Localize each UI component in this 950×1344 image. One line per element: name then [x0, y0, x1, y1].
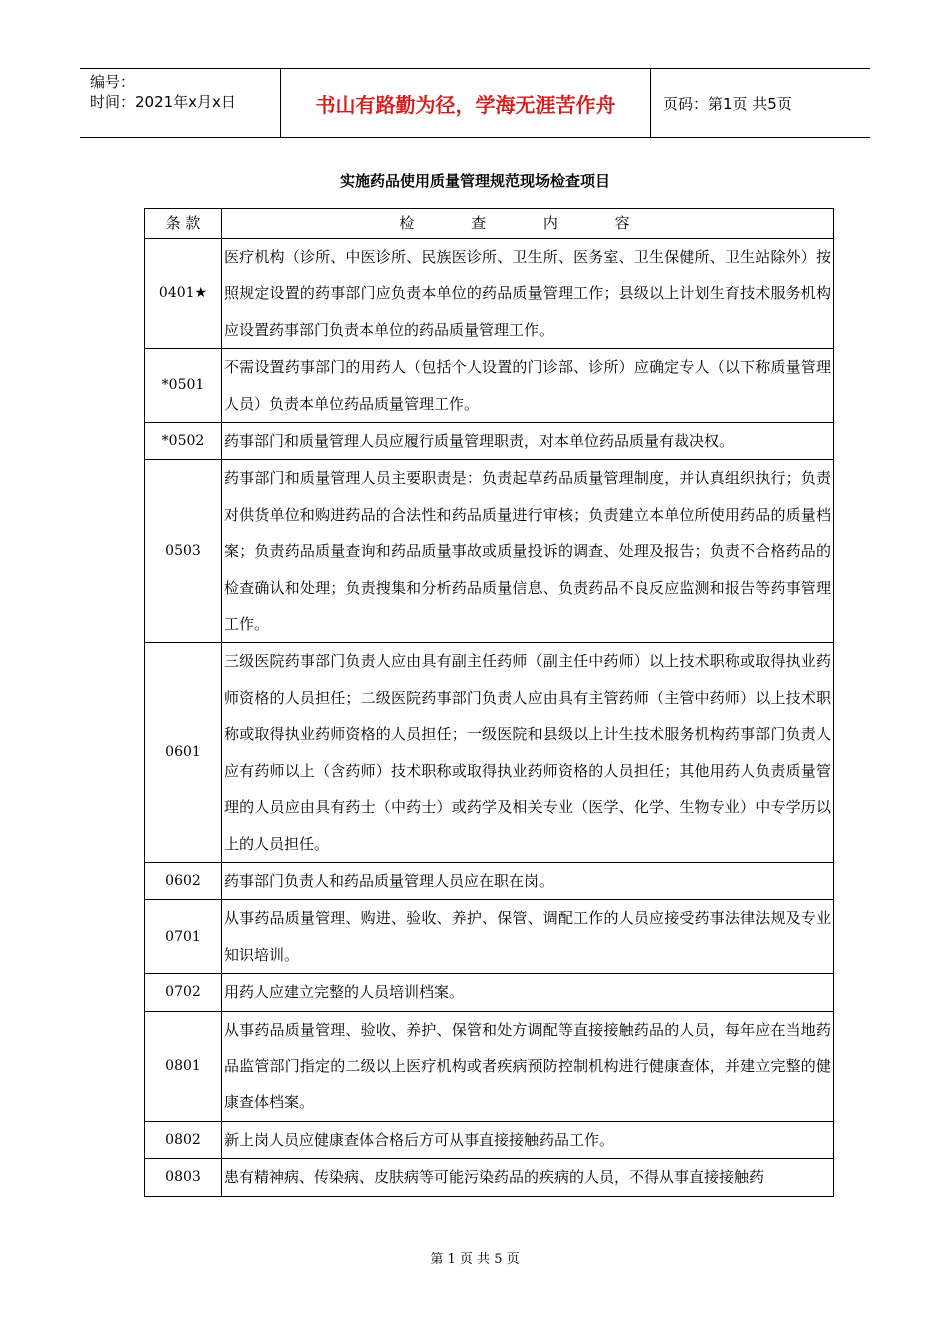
number-label: 编号：	[90, 73, 136, 91]
header-content: 检 查 内 容	[222, 209, 834, 239]
table-row	[145, 1159, 834, 1196]
clause-cell: 0701	[145, 900, 222, 974]
table-row	[145, 643, 834, 862]
table-row	[145, 1121, 834, 1158]
clause-cell: *0502	[145, 423, 222, 460]
clause-cell: 0503	[145, 460, 222, 643]
table-row	[145, 239, 834, 349]
content-cell: 不需设置药事部门的用药人（包括个人设置的门诊部、诊所）应确定专人（以下称质量管理人员）负责本单位药品质量管理工作。	[222, 349, 834, 423]
clause-cell: 0702	[145, 974, 222, 1011]
clause-cell: 0801	[145, 1011, 222, 1121]
content-cell: 用药人应建立完整的人员培训档案。	[222, 974, 834, 1011]
clause-cell: 0602	[145, 862, 222, 899]
clause-cell: 0803	[145, 1159, 222, 1196]
content-cell: 患有精神病、传染病、皮肤病等可能污染药品的疾病的人员，不得从事直接接触药	[222, 1159, 834, 1196]
time-label: 时间：2021年x月x日	[90, 93, 236, 111]
content-cell: 药事部门和质量管理人员主要职责是：负责起草药品质量管理制度，并认真组织执行；负责对供货单位和购进药品的合法性和药品质量进行审核；负责建立本单位所使用药品的质量档案；负责药品质量查询和药品质量事故或质量投诉的调查、处理及报告；负责不合格药品的检查确认和处理；负责搜集和分析药品质量信息、负责药品不良反应监测和报告等药事管理工作。	[222, 460, 834, 643]
content-cell: 从事药品质量管理、验收、养护、保管和处方调配等直接接触药品的人员，每年应在当地药品监管部门指定的二级以上医疗机构或者疾病预防控制机构进行健康查体，并建立完整的健康查体档案。	[222, 1011, 834, 1121]
table-header-row	[145, 209, 834, 239]
header-clause: 条 款	[145, 209, 222, 239]
content-cell: 医疗机构（诊所、中医诊所、民族医诊所、卫生所、医务室、卫生保健所、卫生站除外）按照规定设置的药事部门应负责本单位的药品质量管理工作；县级以上计划生育技术服务机构应设置药事部门负责本单位的药品质量管理工作。	[222, 239, 834, 349]
table-row	[145, 862, 834, 899]
table-row	[145, 974, 834, 1011]
clause-cell: *0501	[145, 349, 222, 423]
content-cell: 药事部门和质量管理人员应履行质量管理职责，对本单位药品质量有裁决权。	[222, 423, 834, 460]
table-row	[145, 349, 834, 423]
clause-cell: 0802	[145, 1121, 222, 1158]
table-row	[145, 423, 834, 460]
table-row	[145, 900, 834, 974]
page-footer: 第 1 页 共 5 页	[430, 1252, 520, 1267]
clause-cell: 0401★	[145, 239, 222, 349]
content-cell: 新上岗人员应健康查体合格后方可从事直接接触药品工作。	[222, 1121, 834, 1158]
clause-cell: 0601	[145, 643, 222, 862]
header-meta	[80, 69, 281, 137]
document-header	[80, 68, 870, 138]
inspection-table	[144, 208, 834, 1197]
page-title: 实施药品使用质量管理规范现场检查项目	[339, 172, 610, 190]
table-row	[145, 460, 834, 643]
header-slogan: 书山有路勤为径，学海无涯苦作舟	[281, 69, 651, 137]
header-page-info: 页码：第1页 共5页	[663, 94, 792, 113]
content-cell: 药事部门负责人和药品质量管理人员应在职在岗。	[222, 862, 834, 899]
content-cell: 从事药品质量管理、购进、验收、养护、保管、调配工作的人员应接受药事法律法规及专业知识培训。	[222, 900, 834, 974]
content-cell: 三级医院药事部门负责人应由具有副主任药师（副主任中药师）以上技术职称或取得执业药师资格的人员担任；二级医院药事部门负责人应由具有主管药师（主管中药师）以上技术职称或取得执业药师资格的人员担任；一级医院和县级以上计生技术服务机构药事部门负责人应有药师以上（含药师）技术职称或取得执业药师资格的人员担任；其他用药人负责质量管理的人员应由具有药士（中药士）或药学及相关专业（医学、化学、生物专业）中专学历以上的人员担任。	[222, 643, 834, 862]
table-row	[145, 1011, 834, 1121]
